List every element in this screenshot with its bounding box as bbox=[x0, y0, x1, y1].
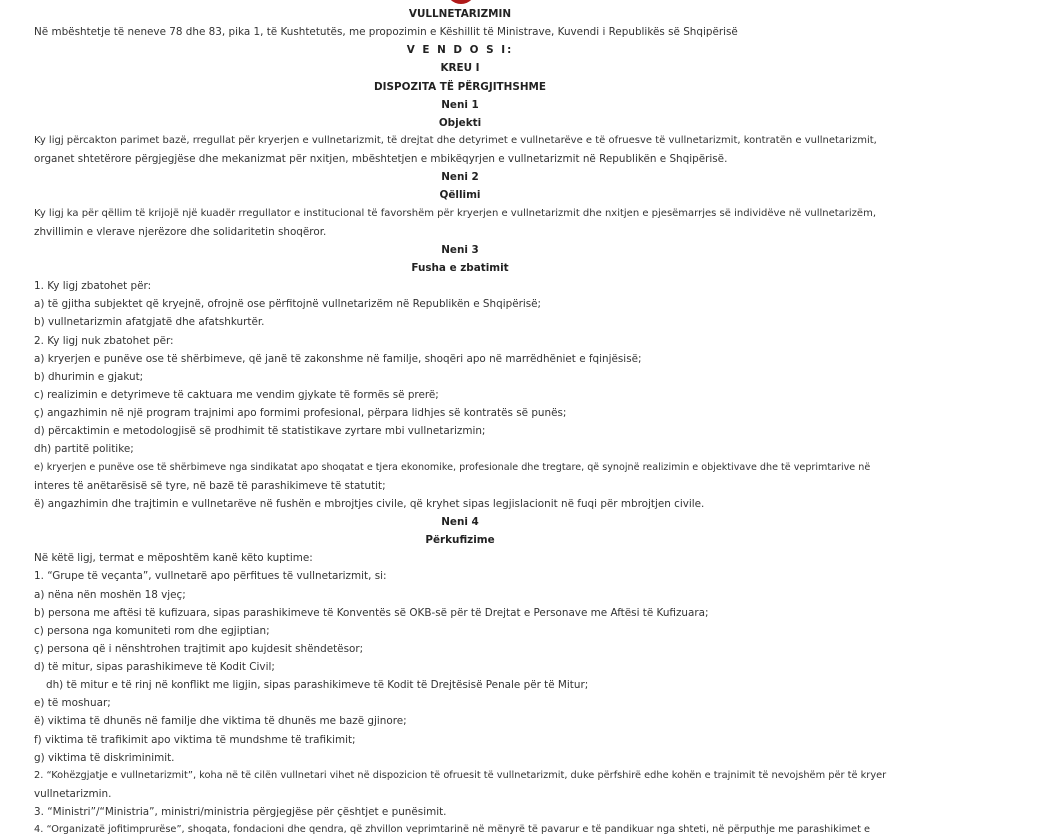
article-2-number: Neni 2 bbox=[441, 171, 479, 184]
chapter-number: KREU I bbox=[440, 62, 480, 75]
article-4-item: a) nëna nën moshën 18 vjeç; bbox=[34, 588, 186, 601]
document-title: VULLNETARIZMIN bbox=[408, 8, 512, 20]
article-4-number: Neni 4 bbox=[441, 515, 479, 528]
article-3-paragraph: 1. Ky ligj zbatohet për: bbox=[34, 280, 152, 293]
article-3-title: Fusha e zbatimit bbox=[411, 261, 509, 274]
decision-heading: V E N D O S I: bbox=[406, 44, 514, 57]
article-3-item: c) realizimin e detyrimeve të caktuara me vendim gjykate të formës së prerë; bbox=[34, 388, 439, 401]
article-4-item: b) persona me aftësi të kufizuara, sipas parashikimeve të Konventës së OKB-së për të Drejtat e Personave me Aftësi të Kufizuara; bbox=[34, 606, 709, 619]
article-4-item: f) viktima të trafikimit apo viktima të mundshme të trafikimit; bbox=[34, 733, 356, 746]
article-4-item: g) viktima të diskriminimit. bbox=[34, 751, 175, 764]
article-3-item: dh) partitë politike; bbox=[34, 443, 134, 456]
law-document bbox=[34, 5, 886, 839]
article-3-item: a) kryerjen e punëve ose të shërbimeve, që janë të zakonshme në familje, shoqëri apo në marrëdhëniet e fqinjësisë; bbox=[34, 352, 642, 365]
article-3-number: Neni 3 bbox=[441, 243, 479, 256]
article-4-paragraph: 2. “Kohëzgjatje e vullnetarizmit”, koha në të cilën vullnetari vihet në dispozicion të ofruesit të vullnetarizmit, duke përfshirë edhe kohën e trajnimit të nevojshëm për të kryer bbox=[34, 769, 887, 781]
article-4-item: ç) persona që i nënshtrohen trajtimit apo kujdesit shëndetësor; bbox=[34, 642, 364, 655]
article-3-item: d) përcaktimin e metodologjisë së prodhimit të statistikave zyrtare mbi vullnetarizmin; bbox=[34, 425, 486, 438]
article-4-paragraph: 4. “Organizatë jofitimprurëse”, shoqata, fondacioni dhe qendra, që zhvillon veprimtarinë në mënyrë të pavarur e të pandikuar nga shteti, në përputhje me parashikimet e bbox=[34, 824, 871, 836]
article-1-text: Ky ligj përcakton parimet bazë, rregullat për kryerjen e vullnetarizmit, të drejtat dhe detyrimet e vullnetarëve e të ofruesve të vullnetarizmit, kontratën e vullnetarizmit, bbox=[34, 134, 877, 146]
article-1-title: Objekti bbox=[438, 116, 482, 129]
article-4-item: e) të moshuar; bbox=[34, 697, 111, 710]
chapter-title: DISPOZITA TË PËRGJITHSHME bbox=[374, 80, 546, 93]
article-2-text: Ky ligj ka për qëllim të krijojë një kuadër rregullator e institucional të favorshëm për kryerjen e vullnetarizmit dhe nxitjen e pjesëmarrjes së individëve në vullnetarizëm, bbox=[34, 207, 877, 219]
article-4-paragraph: 3. “Ministri”/“Ministria”, ministri/ministria përgjegjëse për çështjet e punësimit. bbox=[34, 806, 447, 819]
article-2-text: zhvillimin e vlerave njerëzore dhe solidaritetin shoqëror. bbox=[34, 225, 327, 238]
article-4-item: ë) viktima të dhunës në familje dhe viktima të dhunës me bazë gjinore; bbox=[34, 715, 407, 728]
article-3-item: b) vullnetarizmin afatgjatë dhe afatshkurtër. bbox=[34, 316, 265, 329]
article-3-item: ë) angazhimin dhe trajtimin e vullnetarëve në fushën e mbrojtjes civile, që kryhet sipas legjislacionit në fuqi për mbrojtjen civile. bbox=[34, 497, 705, 510]
article-1-number: Neni 1 bbox=[441, 98, 479, 111]
article-3-item: a) të gjitha subjektet që kryejnë, ofrojnë ose përfitojnë vullnetarizëm në Republikën e Shqipërisë; bbox=[34, 298, 542, 311]
article-1-text: organet shtetërore përgjegjëse dhe mekanizmat për nxitjen, mbështetjen e mbikëqyrjen e vullnetarizmit në Republikën e Shqipërisë. bbox=[34, 153, 728, 166]
article-3-paragraph: 2. Ky ligj nuk zbatohet për: bbox=[34, 334, 174, 347]
emblem-icon bbox=[446, 0, 476, 4]
article-2-title: Qëllimi bbox=[439, 189, 481, 202]
article-4-item: dh) të mitur e të rinj në konflikt me ligjin, sipas parashikimeve të Kodit të Drejtësisë Penale për të Mitur; bbox=[46, 679, 589, 692]
article-4-title: Përkufizime bbox=[425, 534, 495, 547]
article-4-intro: Në këtë ligj, termat e mëposhtëm kanë këto kuptime: bbox=[34, 552, 313, 565]
article-3-item: e) kryerjen e punëve ose të shërbimeve nga sindikatat apo shoqatat e tjera ekonomike, profesionale dhe tregtare, që synojnë realizimin e objektivave dhe të veprimtarive në bbox=[34, 461, 871, 473]
article-3-item: ç) angazhimin në një program trajnimi apo formimi profesional, përpara lidhjes së kontratës së punës; bbox=[34, 407, 567, 420]
preamble: Në mbështetje të neneve 78 dhe 83, pika 1, të Kushtetutës, me propozimin e Këshillit të Ministrave, Kuvendi i Republikës së Shqipërisë bbox=[34, 26, 738, 39]
article-4-paragraph: vullnetarizmin. bbox=[34, 788, 112, 801]
article-3-item: interes të anëtarësisë së tyre, në bazë të parashikimeve të statutit; bbox=[34, 479, 386, 492]
article-4-item: d) të mitur, sipas parashikimeve të Kodit Civil; bbox=[34, 661, 275, 674]
article-4-paragraph: 1. “Grupe të veçanta”, vullnetarë apo përfitues të vullnetarizmit, si: bbox=[34, 570, 387, 583]
article-3-item: b) dhurimin e gjakut; bbox=[34, 370, 144, 383]
article-4-item: c) persona nga komuniteti rom dhe egjiptian; bbox=[34, 624, 270, 637]
